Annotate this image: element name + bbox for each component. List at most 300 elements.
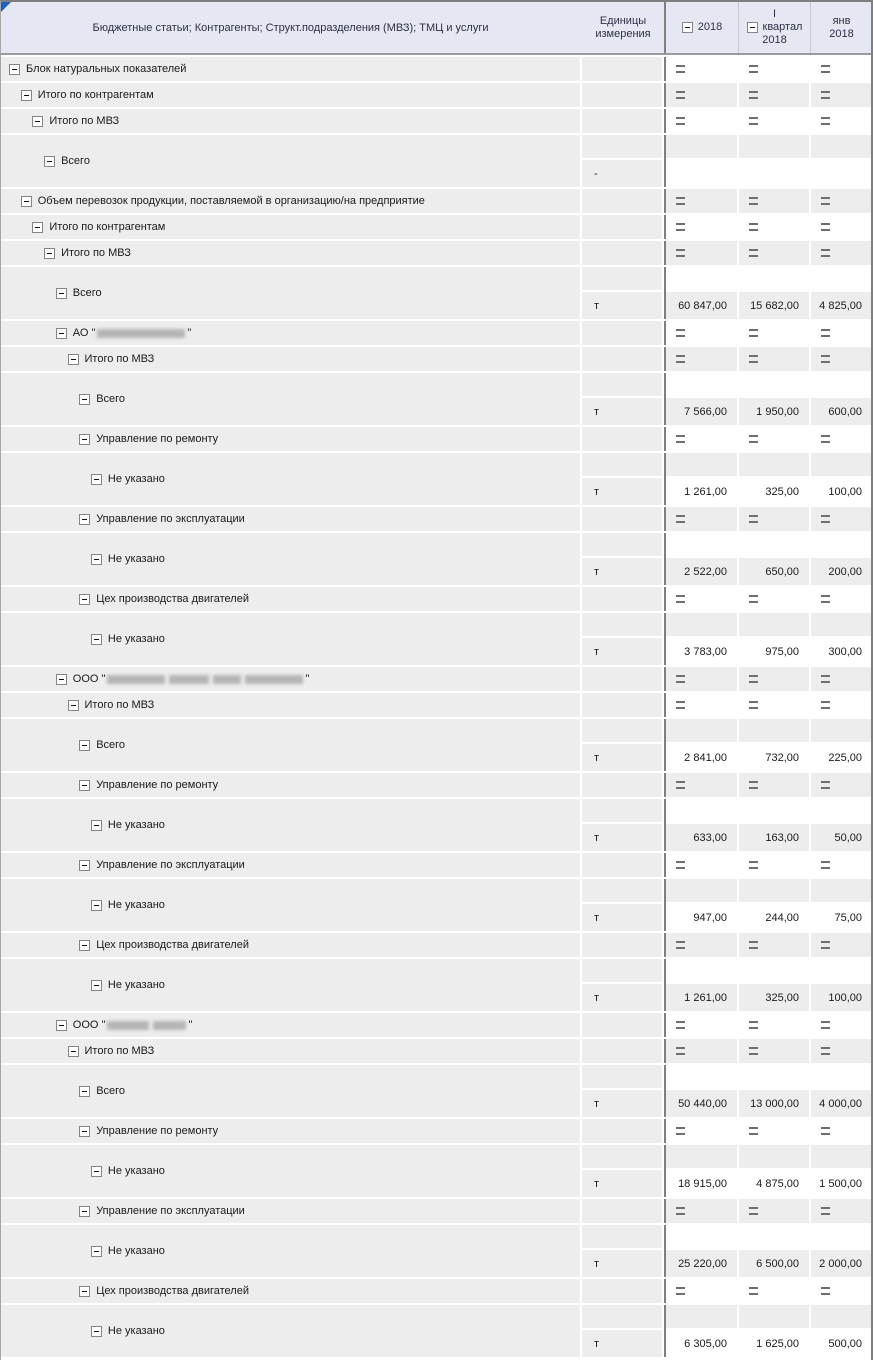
value-number: 633,00 [693, 831, 727, 844]
drilldown-icon[interactable] [821, 861, 830, 869]
value-number: 2 522,00 [684, 565, 727, 578]
row-label: Не указано [107, 1325, 165, 1337]
collapse-icon[interactable] [56, 1020, 67, 1031]
group-row [1, 667, 871, 691]
row-label: Управление по эксплуатации [96, 859, 245, 871]
value-cell [811, 613, 872, 665]
drilldown-icon[interactable] [749, 355, 758, 363]
drilldown-icon[interactable] [676, 197, 685, 205]
value-cell [739, 719, 811, 771]
unit-cell [582, 347, 664, 371]
unit-label: - [594, 167, 598, 180]
value [811, 1330, 872, 1357]
drilldown-icon[interactable] [676, 435, 685, 443]
unit-label: т [594, 299, 600, 312]
drilldown-icon[interactable] [676, 249, 685, 257]
unit-cell [582, 1039, 664, 1063]
value [739, 478, 809, 505]
unit-cell [582, 1279, 664, 1303]
row-label-cell [1, 933, 582, 957]
row-label: Не указано [107, 819, 165, 831]
value-number: 325,00 [765, 485, 799, 498]
unit-cell [582, 853, 664, 877]
value-number: 1 500,00 [819, 1177, 862, 1190]
value-cell [811, 321, 872, 345]
value-cell [811, 959, 872, 1011]
drilldown-icon[interactable] [676, 1021, 685, 1029]
row-label: Всего [96, 739, 126, 751]
collapse-icon[interactable] [79, 514, 90, 525]
drilldown-icon[interactable] [676, 1207, 685, 1215]
value-cell [666, 773, 739, 797]
row-label-cell [1, 693, 582, 717]
value-cell [811, 215, 872, 239]
value-cell [666, 1199, 739, 1223]
collapse-icon[interactable] [91, 1326, 102, 1337]
value-number: 4 875,00 [756, 1177, 799, 1190]
value [666, 398, 737, 425]
collapse-icon[interactable] [21, 90, 32, 101]
value [811, 292, 872, 319]
collapse-icon[interactable] [91, 474, 102, 485]
value-cell [739, 1039, 811, 1063]
value-cell [811, 587, 872, 611]
value-number: 4 000,00 [819, 1097, 862, 1110]
group-row [1, 1279, 871, 1303]
unit-cell [582, 215, 664, 239]
collapse-icon[interactable] [91, 554, 102, 565]
value-cell [666, 1065, 739, 1117]
value-cell [811, 667, 872, 691]
value [811, 638, 872, 665]
value-cell [666, 799, 739, 851]
drilldown-icon[interactable] [749, 1047, 758, 1055]
value-cell [811, 189, 872, 213]
drilldown-icon[interactable] [676, 65, 685, 73]
row-label-cell [1, 587, 582, 611]
value-cell [811, 1225, 872, 1277]
value [666, 744, 737, 771]
value-cell [739, 83, 811, 107]
group-row [1, 427, 871, 451]
collapse-icon[interactable] [79, 780, 90, 791]
drilldown-icon[interactable] [749, 329, 758, 337]
value-cell [811, 773, 872, 797]
drilldown-icon[interactable] [749, 91, 758, 99]
value [811, 558, 872, 585]
leaf-row [1, 1065, 871, 1117]
unit-cell [582, 1199, 664, 1223]
row-label: Не указано [107, 553, 165, 565]
group-row [1, 189, 871, 213]
value-cell [739, 1199, 811, 1223]
value-number: 50 440,00 [678, 1097, 727, 1110]
unit-label: т [594, 1337, 600, 1350]
value-cell [739, 135, 811, 187]
unit-label: т [594, 991, 600, 1004]
row-label: Управление по ремонту [96, 779, 219, 791]
drilldown-icon[interactable] [821, 1047, 830, 1055]
unit-value [582, 478, 664, 505]
unit-value [582, 744, 664, 771]
unit-cell [582, 1065, 664, 1117]
row-label-cell [1, 1225, 582, 1277]
unit-cell [582, 1119, 664, 1143]
collapse-icon[interactable] [79, 394, 90, 405]
row-label: Цех производства двигателей [96, 939, 249, 951]
value-cell [666, 267, 739, 319]
value-number: 975,00 [765, 645, 799, 658]
drilldown-icon[interactable] [676, 781, 685, 789]
row-label-cell [1, 1199, 582, 1223]
leaf-row [1, 1305, 871, 1357]
value-number: 600,00 [828, 405, 862, 418]
leaf-row [1, 453, 871, 505]
collapse-icon[interactable] [91, 980, 102, 991]
group-row [1, 1119, 871, 1143]
value-cell [811, 719, 872, 771]
drilldown-icon[interactable] [821, 65, 830, 73]
collapse-icon[interactable] [79, 594, 90, 605]
value-cell [811, 453, 872, 505]
value-number: 18 915,00 [678, 1177, 727, 1190]
value [666, 1170, 737, 1197]
row-label-cell [1, 1305, 582, 1357]
value-number: 4 825,00 [819, 299, 862, 312]
value-number: 225,00 [828, 751, 862, 764]
value-cell [739, 373, 811, 425]
value [811, 1170, 872, 1197]
value-cell [739, 1279, 811, 1303]
row-label-cell [1, 879, 582, 931]
units-header-line2: измерения [595, 27, 651, 40]
drilldown-icon[interactable] [821, 197, 830, 205]
row-label: Управление по ремонту [96, 1125, 219, 1137]
collapse-icon[interactable] [79, 434, 90, 445]
unit-cell [582, 587, 664, 611]
drilldown-icon[interactable] [676, 515, 685, 523]
drilldown-icon[interactable] [821, 117, 830, 125]
value-cell [739, 1305, 811, 1357]
period-header-year-2018 [666, 2, 739, 53]
value [739, 160, 809, 187]
value-cell [739, 427, 811, 451]
unit-label: т [594, 565, 600, 578]
collapse-icon[interactable] [91, 900, 102, 911]
value [739, 1330, 809, 1357]
drilldown-icon[interactable] [676, 91, 685, 99]
group-row [1, 83, 871, 107]
drilldown-icon[interactable] [821, 1127, 830, 1135]
value-cell [811, 853, 872, 877]
drilldown-icon[interactable] [821, 1207, 830, 1215]
row-label-cell [1, 613, 582, 665]
period-header-jan-2018 [811, 2, 872, 53]
unit-value [582, 558, 664, 585]
value-cell [666, 453, 739, 505]
value-cell [811, 1145, 872, 1197]
value-cell [666, 135, 739, 187]
row-label: Не указано [107, 1245, 165, 1257]
collapse-icon[interactable] [21, 196, 32, 207]
value-number: 1 950,00 [756, 405, 799, 418]
drilldown-icon[interactable] [821, 941, 830, 949]
drilldown-icon[interactable] [676, 1287, 685, 1295]
value-number: 200,00 [828, 565, 862, 578]
unit-cell [582, 613, 664, 665]
value-number: 60 847,00 [678, 299, 727, 312]
collapse-icon[interactable] [79, 740, 90, 751]
drilldown-icon[interactable] [676, 223, 685, 231]
row-label: Не указано [107, 473, 165, 485]
drilldown-icon[interactable] [821, 515, 830, 523]
collapse-icon[interactable] [79, 860, 90, 871]
group-row [1, 57, 871, 81]
row-label-cell [1, 109, 582, 133]
group-row [1, 109, 871, 133]
collapse-icon[interactable] [32, 222, 43, 233]
table-body [1, 57, 871, 1357]
drilldown-icon[interactable] [676, 861, 685, 869]
leaf-row [1, 267, 871, 319]
collapse-icon[interactable] [68, 700, 79, 711]
collapse-icon[interactable] [9, 64, 20, 75]
value-cell [739, 321, 811, 345]
collapse-icon[interactable] [56, 288, 67, 299]
corner-marker-icon [1, 2, 11, 12]
unit-value [582, 1330, 664, 1357]
leaf-row [1, 799, 871, 851]
drilldown-icon[interactable] [821, 249, 830, 257]
collapse-icon[interactable] [747, 22, 758, 33]
row-label: Не указано [107, 899, 165, 911]
value-cell [666, 667, 739, 691]
value [739, 904, 809, 931]
value [666, 160, 737, 187]
collapse-icon[interactable] [79, 940, 90, 951]
drilldown-icon[interactable] [821, 223, 830, 231]
drilldown-icon[interactable] [749, 223, 758, 231]
redacted-company-name [97, 329, 185, 338]
value-number: 100,00 [828, 485, 862, 498]
value-number: 325,00 [765, 991, 799, 1004]
collapse-icon[interactable] [79, 1126, 90, 1137]
value [666, 558, 737, 585]
row-label-cell [1, 959, 582, 1011]
unit-label: т [594, 645, 600, 658]
collapse-icon[interactable] [56, 674, 67, 685]
value [666, 1330, 737, 1357]
value-number: 500,00 [828, 1337, 862, 1350]
unit-value [582, 904, 664, 931]
collapse-icon[interactable] [79, 1286, 90, 1297]
group-row [1, 587, 871, 611]
leaf-row [1, 533, 871, 585]
value [739, 1170, 809, 1197]
value [811, 824, 872, 851]
value-cell [666, 373, 739, 425]
collapse-icon[interactable] [56, 328, 67, 339]
value-cell [666, 189, 739, 213]
value-cell [666, 321, 739, 345]
value-number: 947,00 [693, 911, 727, 924]
value [666, 824, 737, 851]
row-label: Управление по эксплуатации [96, 513, 245, 525]
value-cell [739, 1013, 811, 1037]
drilldown-icon[interactable] [749, 941, 758, 949]
drilldown-icon[interactable] [821, 1021, 830, 1029]
collapse-icon[interactable] [79, 1086, 90, 1097]
value-cell [666, 109, 739, 133]
value [811, 904, 872, 931]
drilldown-icon[interactable] [676, 701, 685, 709]
drilldown-icon[interactable] [749, 701, 758, 709]
value-cell [739, 667, 811, 691]
collapse-icon[interactable] [79, 1206, 90, 1217]
period-header-label: 2018 [829, 27, 854, 40]
row-label-cell [1, 533, 582, 585]
value-number: 7 566,00 [684, 405, 727, 418]
row-label: Объем перевозок продукции, поставляемой в организацию/на предприятие [37, 195, 425, 207]
value-number: 3 783,00 [684, 645, 727, 658]
units-header-cell [582, 2, 664, 53]
value-cell [666, 507, 739, 531]
value [739, 824, 809, 851]
unit-label: т [594, 831, 600, 844]
unit-cell [582, 773, 664, 797]
value-cell [811, 241, 872, 265]
row-label: АО " " [72, 327, 192, 339]
row-label-cell [1, 267, 582, 319]
row-label-cell [1, 853, 582, 877]
value-number: 75,00 [834, 911, 862, 924]
drilldown-icon[interactable] [749, 197, 758, 205]
drilldown-icon[interactable] [749, 1207, 758, 1215]
unit-cell [582, 57, 664, 81]
value-cell [739, 215, 811, 239]
unit-label: т [594, 1097, 600, 1110]
collapse-icon[interactable] [68, 354, 79, 365]
value [739, 1090, 809, 1117]
unit-cell [582, 667, 664, 691]
unit-cell [582, 1225, 664, 1277]
value-cell [811, 83, 872, 107]
drilldown-icon[interactable] [676, 355, 685, 363]
drilldown-icon[interactable] [821, 675, 830, 683]
row-label-cell [1, 321, 582, 345]
row-label: Всего [72, 287, 102, 299]
value-cell [811, 933, 872, 957]
drilldown-icon[interactable] [676, 595, 685, 603]
value-cell [739, 347, 811, 371]
value-cell [739, 189, 811, 213]
row-label: Итого по контрагентам [37, 89, 154, 101]
row-label-cell [1, 241, 582, 265]
value-cell [811, 879, 872, 931]
group-row [1, 1039, 871, 1063]
drilldown-icon[interactable] [749, 781, 758, 789]
drilldown-icon[interactable] [821, 701, 830, 709]
drilldown-icon[interactable] [821, 1287, 830, 1295]
row-label: Управление по эксплуатации [96, 1205, 245, 1217]
drilldown-icon[interactable] [749, 861, 758, 869]
drilldown-icon[interactable] [749, 515, 758, 523]
unit-cell [582, 533, 664, 585]
value-number: 1 261,00 [684, 485, 727, 498]
value-cell [811, 373, 872, 425]
drilldown-icon[interactable] [821, 91, 830, 99]
drilldown-icon[interactable] [676, 941, 685, 949]
value-cell [666, 533, 739, 585]
leaf-row [1, 719, 871, 771]
group-row [1, 1199, 871, 1223]
drilldown-icon[interactable] [749, 1021, 758, 1029]
drilldown-icon[interactable] [821, 595, 830, 603]
value [739, 398, 809, 425]
value-number: 1 625,00 [756, 1337, 799, 1350]
row-label: Не указано [107, 1165, 165, 1177]
value-cell [666, 587, 739, 611]
drilldown-icon[interactable] [749, 117, 758, 125]
row-label: Всего [96, 393, 126, 405]
drilldown-icon[interactable] [749, 65, 758, 73]
collapse-icon[interactable] [91, 1246, 102, 1257]
unit-value [582, 984, 664, 1011]
value-cell [811, 347, 872, 371]
collapse-icon[interactable] [32, 116, 43, 127]
collapse-icon[interactable] [44, 156, 55, 167]
unit-label: т [594, 485, 600, 498]
value [811, 744, 872, 771]
drilldown-icon[interactable] [676, 1047, 685, 1055]
value-cell [666, 1145, 739, 1197]
drilldown-icon[interactable] [676, 117, 685, 125]
row-label: Всего [96, 1085, 126, 1097]
drilldown-icon[interactable] [821, 355, 830, 363]
rows-header-cell: Бюджетные статьи; Контрагенты; Структ.подразделения (МВЗ); ТМЦ и услуги [1, 2, 582, 53]
drilldown-icon[interactable] [749, 595, 758, 603]
value [666, 904, 737, 931]
collapse-icon[interactable] [91, 634, 102, 645]
drilldown-icon[interactable] [821, 435, 830, 443]
value-cell [811, 267, 872, 319]
drilldown-icon[interactable] [749, 249, 758, 257]
drilldown-icon[interactable] [676, 675, 685, 683]
drilldown-icon[interactable] [676, 329, 685, 337]
value-cell [739, 57, 811, 81]
drilldown-icon[interactable] [821, 781, 830, 789]
drilldown-icon[interactable] [749, 1127, 758, 1135]
drilldown-icon[interactable] [676, 1127, 685, 1135]
value [739, 638, 809, 665]
row-label: Управление по ремонту [96, 433, 219, 445]
value-cell [666, 693, 739, 717]
collapse-icon[interactable] [68, 1046, 79, 1057]
redacted-company-name [107, 1021, 149, 1030]
row-label-cell [1, 1279, 582, 1303]
row-label-cell [1, 427, 582, 451]
group-row [1, 773, 871, 797]
collapse-icon[interactable] [682, 22, 693, 33]
collapse-icon[interactable] [44, 248, 55, 259]
collapse-icon[interactable] [91, 1166, 102, 1177]
drilldown-icon[interactable] [749, 1287, 758, 1295]
drilldown-icon[interactable] [749, 675, 758, 683]
collapse-icon[interactable] [91, 820, 102, 831]
drilldown-icon[interactable] [821, 329, 830, 337]
drilldown-icon[interactable] [749, 435, 758, 443]
value-cell [739, 799, 811, 851]
